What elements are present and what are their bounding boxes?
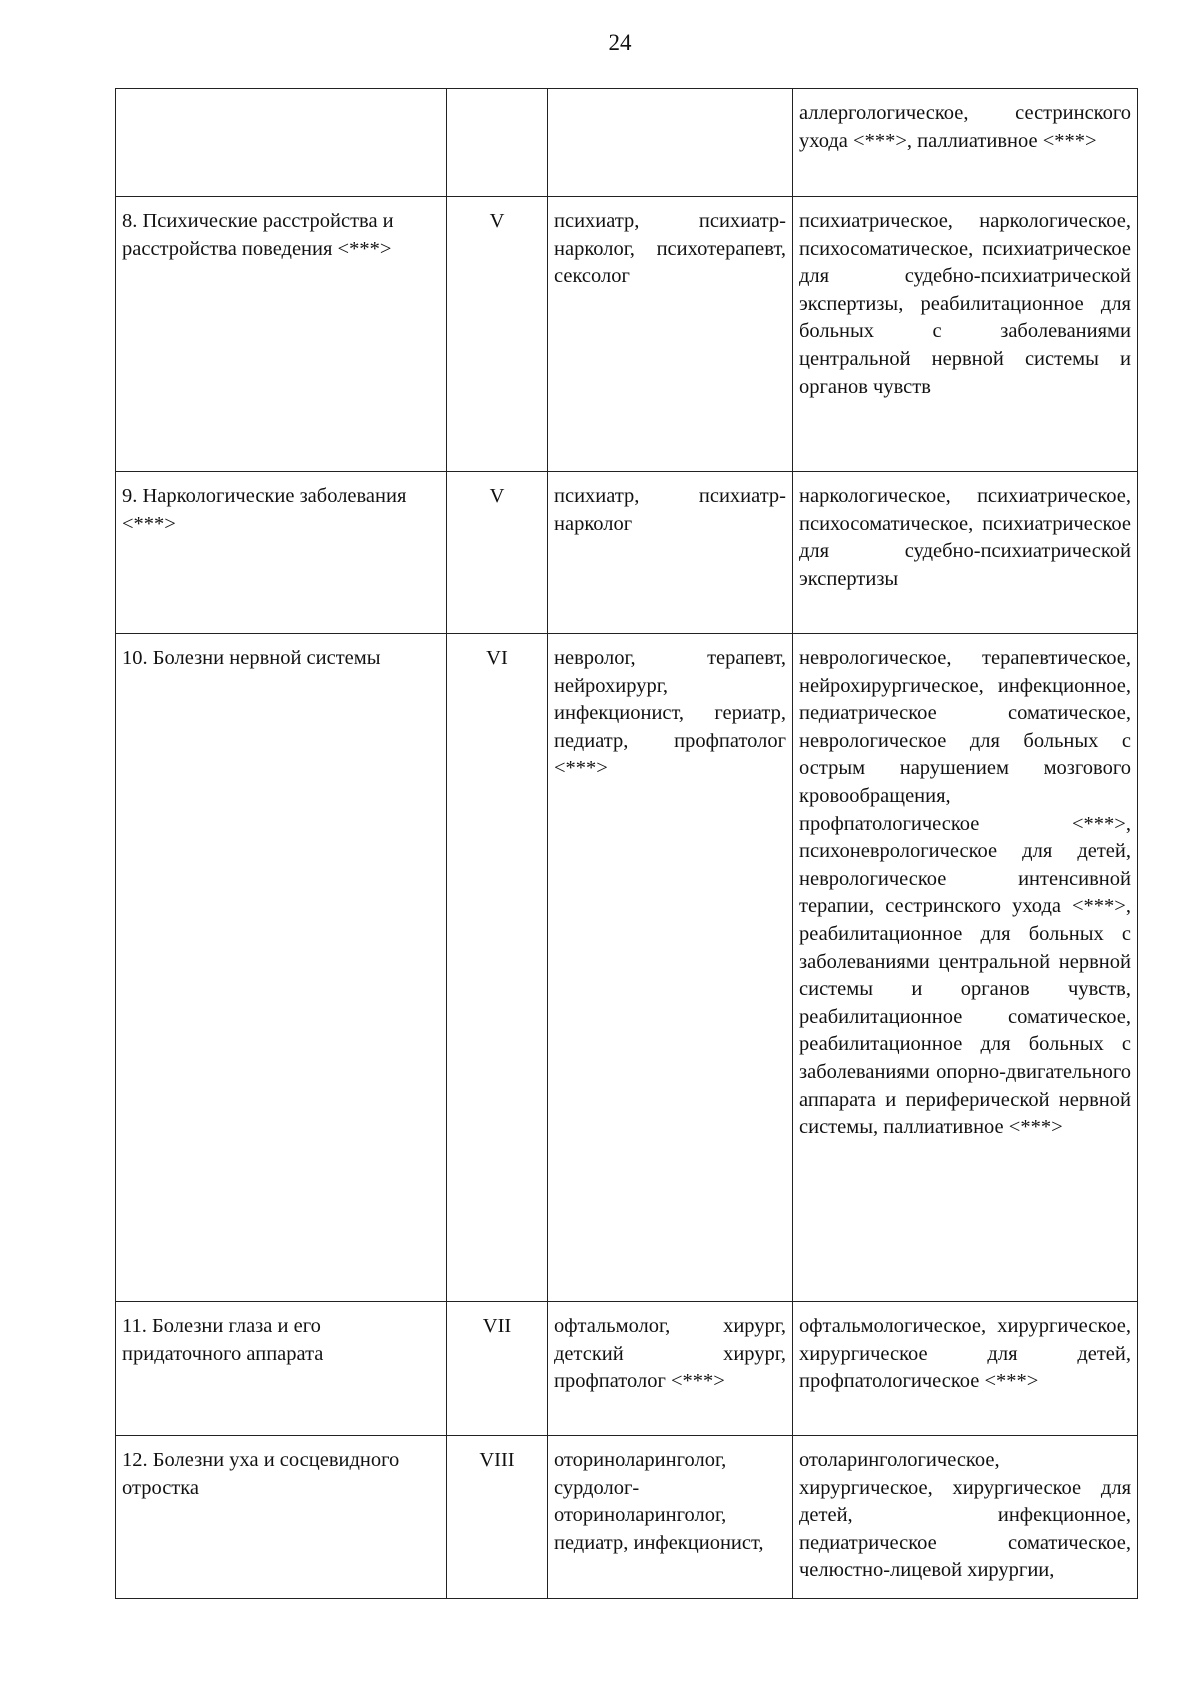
table-row [116, 472, 1138, 634]
specialists-cell: офтальмолог, хирург, детский хирург, профпатолог <***> [548, 1302, 793, 1436]
disease-cell [116, 89, 447, 197]
code-cell: VI [447, 634, 548, 1302]
table-row [116, 1436, 1138, 1599]
specialists-cell: психиатр, психиатр-нарколог [548, 472, 793, 634]
disease-cell: 12. Болезни уха и сосцевидного отростка [116, 1436, 447, 1599]
code-cell [447, 89, 548, 197]
specialists-cell: оториноларинголог, сурдолог-оториноларинголог, педиатр, инфекционист, [548, 1436, 793, 1599]
code-cell: VII [447, 1302, 548, 1436]
medical-profile-table [115, 88, 1138, 1599]
code-cell: V [447, 197, 548, 472]
specialists-cell [548, 89, 793, 197]
profiles-cell: офтальмологическое, хирургическое, хирургическое для детей, профпатологическое <***> [793, 1302, 1138, 1436]
specialists-cell: невролог, терапевт, нейрохирург, инфекционист, гериатр, педиатр, профпатолог <***> [548, 634, 793, 1302]
disease-cell: 8. Психические расстройства и расстройства поведения <***> [116, 197, 447, 472]
specialists-cell: психиатр, психиатр-нарколог, психотерапевт, сексолог [548, 197, 793, 472]
table-row [116, 634, 1138, 1302]
profiles-cell: аллергологическое, сестринского ухода <***>, паллиативное <***> [793, 89, 1138, 197]
profiles-cell: психиатрическое, наркологическое, психосоматическое, психиатрическое для судебно-психиатрической экспертизы, реабилитационное для больных с заболеваниями центральной нервной системы и органов чувств [793, 197, 1138, 472]
profiles-cell: отоларингологическое, хирургическое, хирургическое для детей, инфекционное, педиатрическое соматическое, челюстно-лицевой хирургии, [793, 1436, 1138, 1599]
profiles-cell: наркологическое, психиатрическое, психосоматическое, психиатрическое для судебно-психиатрической экспертизы [793, 472, 1138, 634]
disease-cell: 10. Болезни нервной системы [116, 634, 447, 1302]
code-cell: V [447, 472, 548, 634]
profiles-cell: неврологическое, терапевтическое, нейрохирургическое, инфекционное, педиатрическое соматическое, неврологическое для больных с острым нарушением мозгового кровообращения, профпатологическое <***>, психоневрологическое для детей, неврологическое интенсивной терапии, сестринского ухода <***>, реабилитационное для больных с заболеваниями центральной нервной системы и органов чувств, реабилитационное соматическое, реабилитационное для больных с заболеваниями опорно-двигательного аппарата и периферической нервной системы, паллиативное <***> [793, 634, 1138, 1302]
code-cell: VIII [447, 1436, 548, 1599]
table-row [116, 1302, 1138, 1436]
page-number: 24 [608, 30, 632, 55]
table-row [116, 197, 1138, 472]
disease-cell: 9. Наркологические заболевания <***> [116, 472, 447, 634]
disease-cell: 11. Болезни глаза и его придаточного аппарата [116, 1302, 447, 1436]
table-row [116, 89, 1138, 197]
